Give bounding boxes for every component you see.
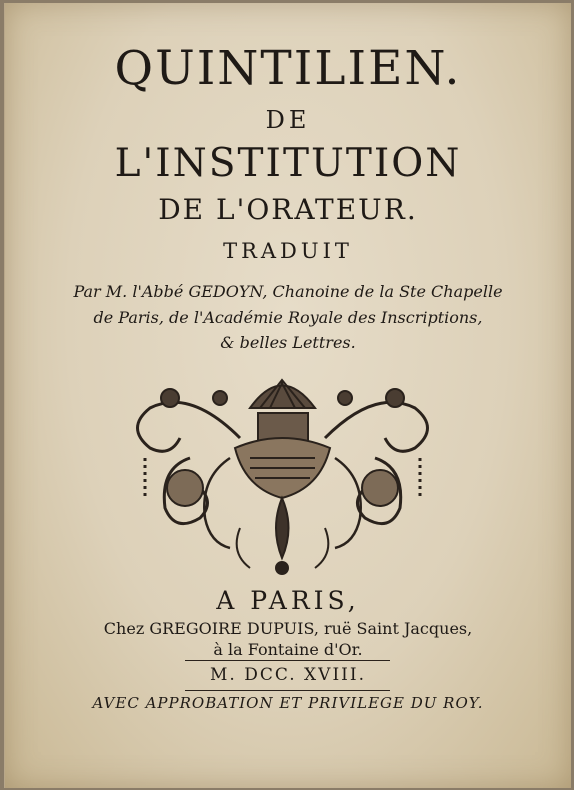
translator-line-3: & belles Lettres. [220, 333, 356, 352]
translator-line-1: Par M. l'Abbé GEDOYN, Chanoine de la Ste Chapelle [73, 282, 503, 301]
title-page [4, 3, 571, 788]
translator-line-2: de Paris, de l'Académie Royale des Inscriptions, [93, 308, 483, 327]
imprint-publisher-line-1: Chez GREGOIRE DUPUIS, ruë Saint Jacques, [103, 619, 473, 638]
royal-privilege-line: AVEC APPROBATION ET PRIVILEGE DU ROY. [92, 694, 484, 712]
year-bottom-rule [185, 690, 390, 691]
imprint-publisher-line-2: à la Fontaine d'Or. [213, 640, 363, 659]
floral-shell-vignette-icon [130, 368, 435, 583]
translated-label: TRADUIT [223, 239, 353, 263]
imprint-city: A PARIS, [216, 586, 360, 615]
book-title-de: DE [265, 106, 311, 134]
imprint-year: M. DCC. XVIII. [210, 665, 366, 685]
book-title-institution: L'INSTITUTION [114, 141, 462, 186]
book-title-author: QUINTILIEN. [114, 41, 462, 96]
book-title-orateur: DE L'ORATEUR. [158, 193, 418, 226]
year-top-rule [185, 660, 390, 661]
